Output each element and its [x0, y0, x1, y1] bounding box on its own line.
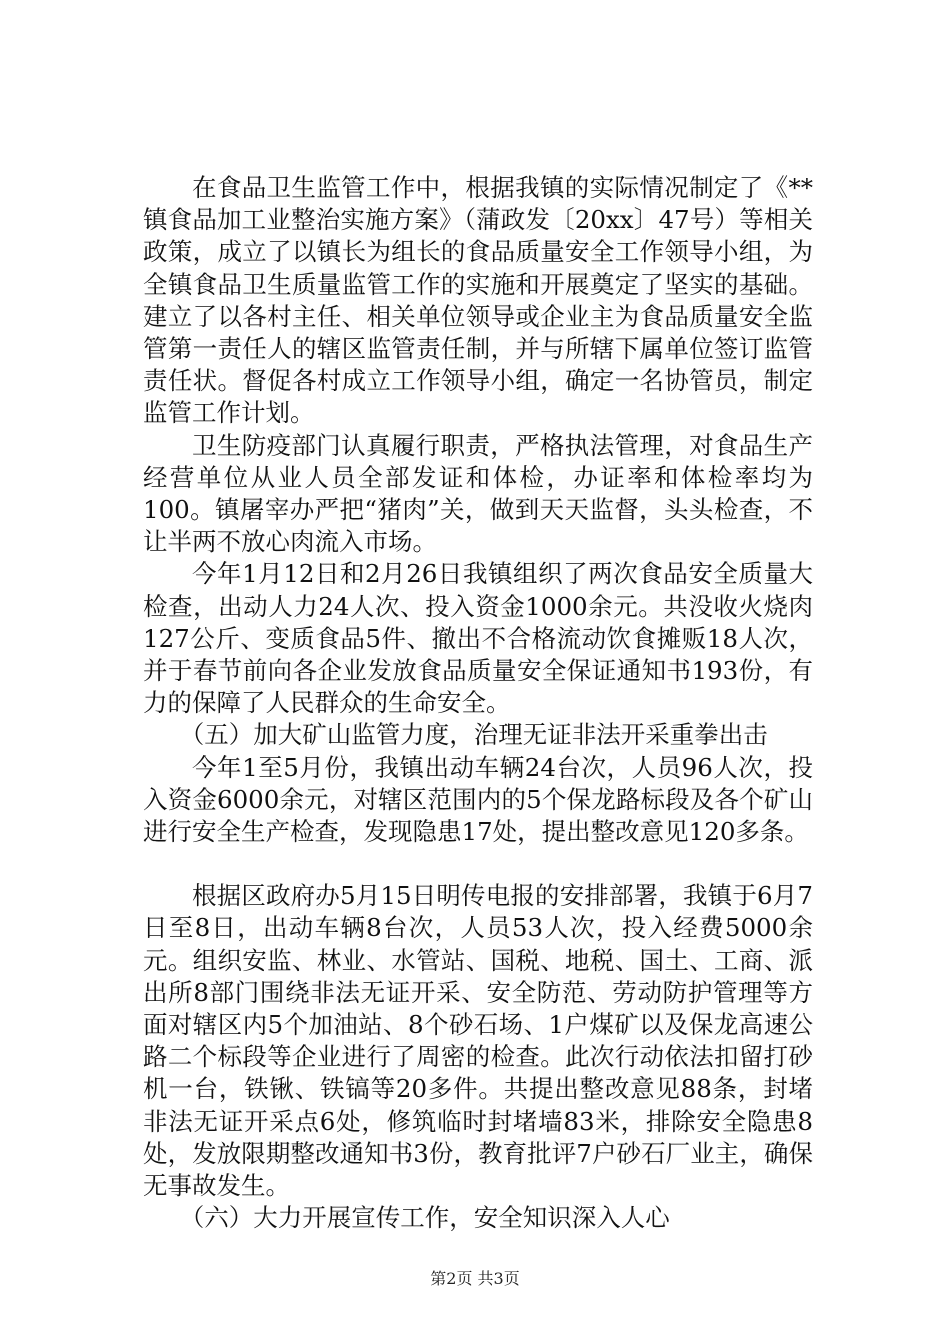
paragraph-mine-inspection-1: 今年1至5月份，我镇出动车辆24台次，人员96人次，投入资金6000余元，对辖区范围内的5个保龙路标段及各个矿山进行安全生产检查，发现隐患17处，提出整改意见120多条。: [143, 752, 813, 847]
blank-line: [143, 848, 813, 880]
page-number-footer: 第2页 共3页: [430, 1269, 520, 1288]
paragraph-food-inspection: 今年1月12日和2月26日我镇组织了两次食品安全质量大检查，出动人力24人次、投入资金1000余元。共没收火烧肉127公斤、变质食品5件、撤出不合格流动饮食摊贩18人次，并于春节前向各企业发放食品质量安全保证通知书193份，有力的保障了人民群众的生命安全。: [143, 559, 813, 718]
paragraph-epidemic-prevention: 卫生防疫部门认真履行职责，严格执法管理，对食品生产经营单位从业人员全部发证和体检，办证率和体检率均为100。镇屠宰办严把“猪肉”关，做到天天监督，头头检查，不让半两不放心肉流入市场。: [143, 430, 813, 557]
section-heading-6: （六）大力开展宣传工作，安全知识深入人心: [179, 1203, 670, 1233]
section-heading-5: （五）加大矿山监管力度，治理无证非法开采重拳出击: [179, 720, 768, 750]
paragraph-mine-inspection-2: 根据区政府办5月15日明传电报的安排部署，我镇于6月7日至8日，出动车辆8台次，人员53人次，投入经费5000余元。组织安监、林业、水管站、国税、地税、国土、工商、派出所8部门围绕非法无证开采、安全防范、劳动防护管理等方面对辖区内5个加油站、8个砂石场、1户煤矿以及保龙高速公路二个标段等企业进行了周密的检查。此次行动依法扣留打砂机一台，铁锹、铁镐等20多件。共提出整改意见88条，封堵非法无证开采点6处，修筑临时封堵墙83米，排除安全隐患8处，发放限期整改通知书3份，教育批评7户砂石厂业主，确保无事故发生。: [143, 881, 813, 1201]
paragraph-food-supervision: 在食品卫生监管工作中，根据我镇的实际情况制定了《**镇食品加工业整治实施方案》（蒲政发〔20xx〕47号）等相关政策，成立了以镇长为组长的食品质量安全工作领导小组，为全镇食品卫生质量监管工作的实施和开展奠定了坚实的基础。建立了以各村主任、相关单位领导或企业主为食品质量安全监管第一责任人的辖区监管责任制，并与所辖下属单位签订监管责任状。督促各村成立工作领导小组，确定一名协管员，制定监管工作计划。: [143, 173, 813, 428]
document-body: [143, 172, 813, 1235]
